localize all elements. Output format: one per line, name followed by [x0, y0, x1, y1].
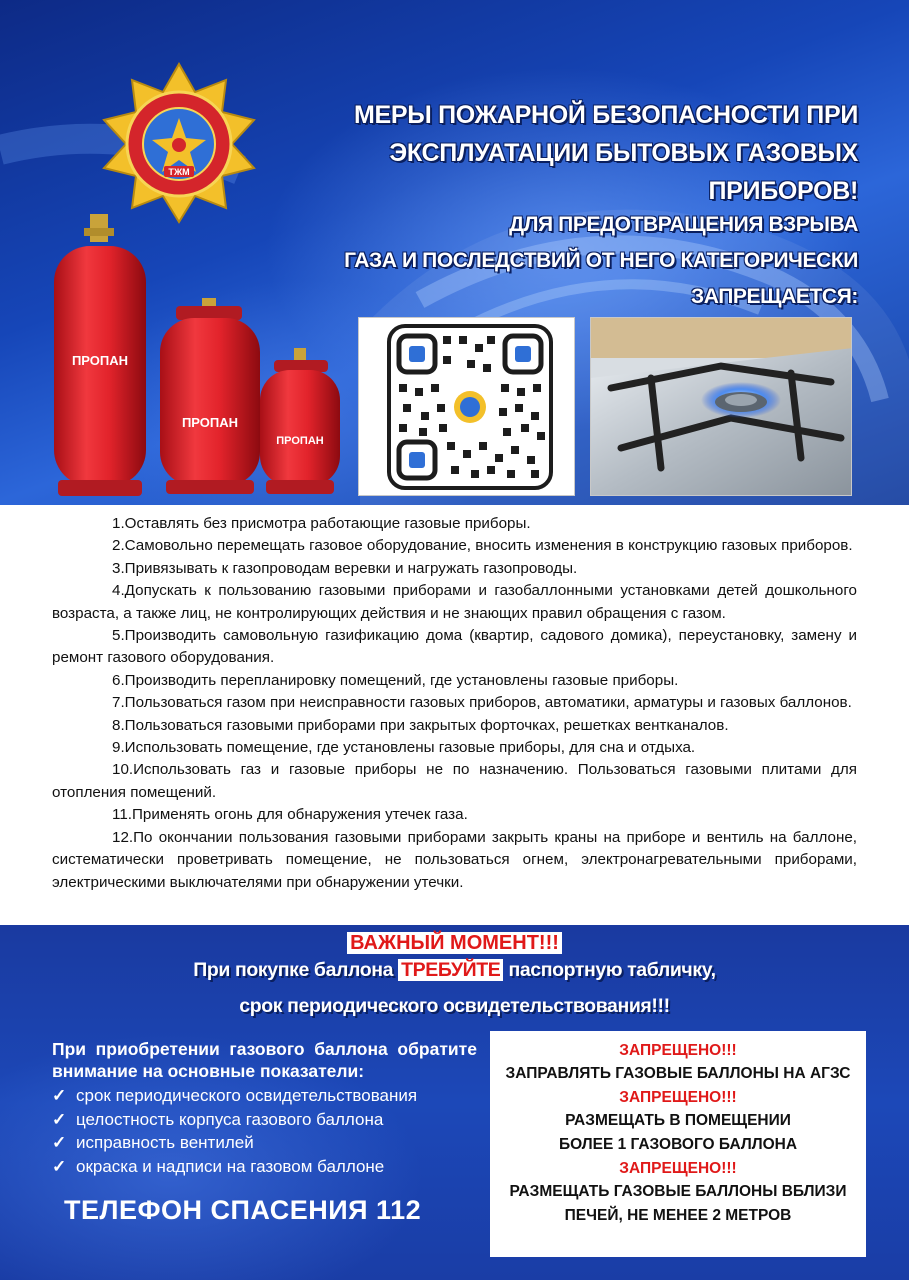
gas-stove-photo	[590, 317, 852, 496]
rule-number: 1.	[112, 515, 125, 532]
rule-text: Пользоваться газовыми приборами при закрытых форточках, решетках вентканалов.	[124, 716, 729, 734]
cylinder-label-small: ПРОПАН	[276, 435, 324, 447]
footer-banner	[0, 925, 909, 1280]
important-line-1	[0, 955, 909, 985]
rule-number: 6.	[112, 671, 125, 689]
rule-text: По окончании пользования газовыми приборами закрыть краны на приборе и вентиль на баллоне, систематически проветривать помещение, не пользоваться огнем, электронагревательными приборами, электрическими выключателями при обнаружении утечки.	[52, 828, 857, 891]
subtitle-line-1: ДЛЯ ПРЕДОТВРАЩЕНИЯ ВЗРЫВА	[509, 213, 858, 236]
rule-number: 7.	[112, 694, 125, 712]
checklist-item-text: исправность вентилей	[76, 1133, 254, 1152]
rule-text: Самовольно перемещать газовое оборудование, вносить изменения в конструкцию газовых приборов.	[124, 537, 853, 555]
rule-text: Применять огонь для обнаружения утечек газа.	[132, 806, 468, 824]
cylinder-label-medium: ПРОПАН	[181, 415, 239, 430]
propane-cylinders-illustration	[40, 210, 350, 500]
header-banner	[0, 0, 909, 505]
rule-item	[52, 804, 857, 826]
prohibited-text: РАЗМЕЩАТЬ ГАЗОВЫЕ БАЛЛОНЫ ВБЛИЗИ	[509, 1183, 847, 1200]
prohibitions-box	[490, 1031, 866, 1257]
important-heading	[0, 931, 909, 955]
rule-number: 10.	[112, 761, 134, 779]
rule-text: Привязывать к газопроводам веревки и нагружать газопроводы.	[124, 559, 578, 577]
rule-number: 11.	[112, 806, 132, 824]
rule-item	[52, 558, 857, 580]
rule-number: 8.	[112, 716, 125, 734]
page-title	[270, 96, 858, 210]
rule-number: 5.	[112, 627, 125, 645]
checklist-item	[52, 1155, 477, 1179]
rescue-phone: ТЕЛЕФОН СПАСЕНИЯ 112	[64, 1195, 422, 1225]
title-line-1: МЕРЫ ПОЖАРНОЙ БЕЗОПАСНОСТИ ПРИ	[353, 101, 858, 129]
rule-text: Пользоваться газом при неисправности газовых приборов, автоматики, арматуры и газовых баллонов.	[124, 694, 852, 712]
checklist-item	[52, 1084, 477, 1108]
prohibited-label: ЗАПРЕЩЕНО!!!	[619, 1089, 737, 1106]
checklist-heading: При приобретении газового баллона обратите внимание на основные показатели:	[52, 1039, 477, 1081]
prohibited-text: ПЕЧЕЙ, НЕ МЕНЕЕ 2 МЕТРОВ	[564, 1207, 792, 1224]
gas-stove-illustration	[591, 318, 852, 496]
checkmark-icon: ✓	[52, 1156, 67, 1176]
emergency-ministry-emblem	[98, 62, 260, 224]
cylinder-label-large: ПРОПАН	[71, 353, 129, 368]
checkmark-icon: ✓	[52, 1133, 67, 1152]
rule-item	[52, 580, 857, 625]
rule-item	[52, 513, 857, 535]
qr-code-pattern	[391, 328, 549, 486]
prohibited-label: ЗАПРЕЩЕНО!!!	[619, 1042, 737, 1059]
rule-text: Оставлять без присмотра работающие газовые приборы.	[124, 515, 531, 532]
rule-text: Использовать газ и газовые приборы не по назначению. Пользоваться газовыми плитами для отопления помещений.	[52, 761, 857, 801]
rule-text: Производить перепланировку помещений, где установлены газовые приборы.	[124, 671, 679, 689]
rule-item	[52, 715, 857, 737]
rule-item	[52, 759, 857, 804]
rule-number: 9.	[112, 739, 125, 757]
important-line-1-after: паспортную табличку,	[503, 959, 716, 981]
important-line-2: срок периодического освидетельствования!!!	[239, 995, 670, 1017]
checklist-item	[52, 1108, 477, 1132]
prohibited-actions-list	[0, 505, 909, 925]
rule-item	[52, 827, 857, 894]
important-highlight: ТРЕБУЙТЕ	[398, 959, 503, 981]
rule-item	[52, 737, 857, 759]
qr-code-frame	[387, 324, 553, 490]
checkmark-icon: ✓	[52, 1109, 67, 1129]
inspection-checklist	[52, 1038, 477, 1178]
rule-item	[52, 692, 857, 714]
prohibited-text: ЗАПРАВЛЯТЬ ГАЗОВЫЕ БАЛЛОНЫ НА АГЗС	[505, 1065, 851, 1082]
qr-code[interactable]	[358, 317, 575, 496]
prohibited-text: БОЛЕЕ 1 ГАЗОВОГО БАЛЛОНА	[558, 1136, 798, 1153]
checklist-item-text: целостность корпуса газового баллона	[76, 1109, 384, 1129]
important-heading-text: ВАЖНЫЙ МОМЕНТ!!!	[347, 932, 562, 954]
checklist-item-text: срок периодического освидетельствования	[76, 1086, 418, 1105]
rule-item	[52, 670, 857, 692]
rule-text: Использовать помещение, где установлены газовые приборы, для сна и отдыха.	[124, 739, 696, 757]
checklist-item-text: окраска и надписи на газовом баллоне	[76, 1156, 385, 1176]
checklist-items	[52, 1084, 477, 1178]
rule-text: Производить самовольную газификацию дома (квартир, садового домика), переустановку, замену и ремонт газового оборудования.	[52, 627, 857, 667]
rule-number: 3.	[112, 559, 125, 577]
emblem-abbr: ТЖМ	[168, 167, 190, 177]
checkmark-icon: ✓	[52, 1086, 67, 1105]
subtitle-line-2: ГАЗА И ПОСЛЕДСТВИЙ ОТ НЕГО КАТЕГОРИЧЕСКИ ЗАПРЕЩАЕТСЯ:	[344, 249, 858, 308]
title-line-2: ЭКСПЛУАТАЦИИ БЫТОВЫХ ГАЗОВЫХ ПРИБОРОВ!	[389, 139, 858, 205]
rule-number: 2.	[112, 537, 125, 555]
rule-item	[52, 625, 857, 670]
rule-item	[52, 535, 857, 557]
prohibited-label: ЗАПРЕЩЕНО!!!	[619, 1160, 737, 1177]
rule-number: 4.	[112, 582, 125, 600]
important-line-1-before: При покупке баллона	[193, 959, 399, 981]
prohibited-text: РАЗМЕЩАТЬ В ПОМЕЩЕНИИ	[565, 1112, 791, 1129]
checklist-item	[52, 1131, 477, 1155]
rule-text: Допускать к пользованию газовыми приборами и газобаллонными установками детей дошкольного возраста, а также лиц, не контролирующих действия и не знающих правил обращения с газом.	[52, 582, 857, 622]
rule-number: 12.	[112, 828, 134, 846]
